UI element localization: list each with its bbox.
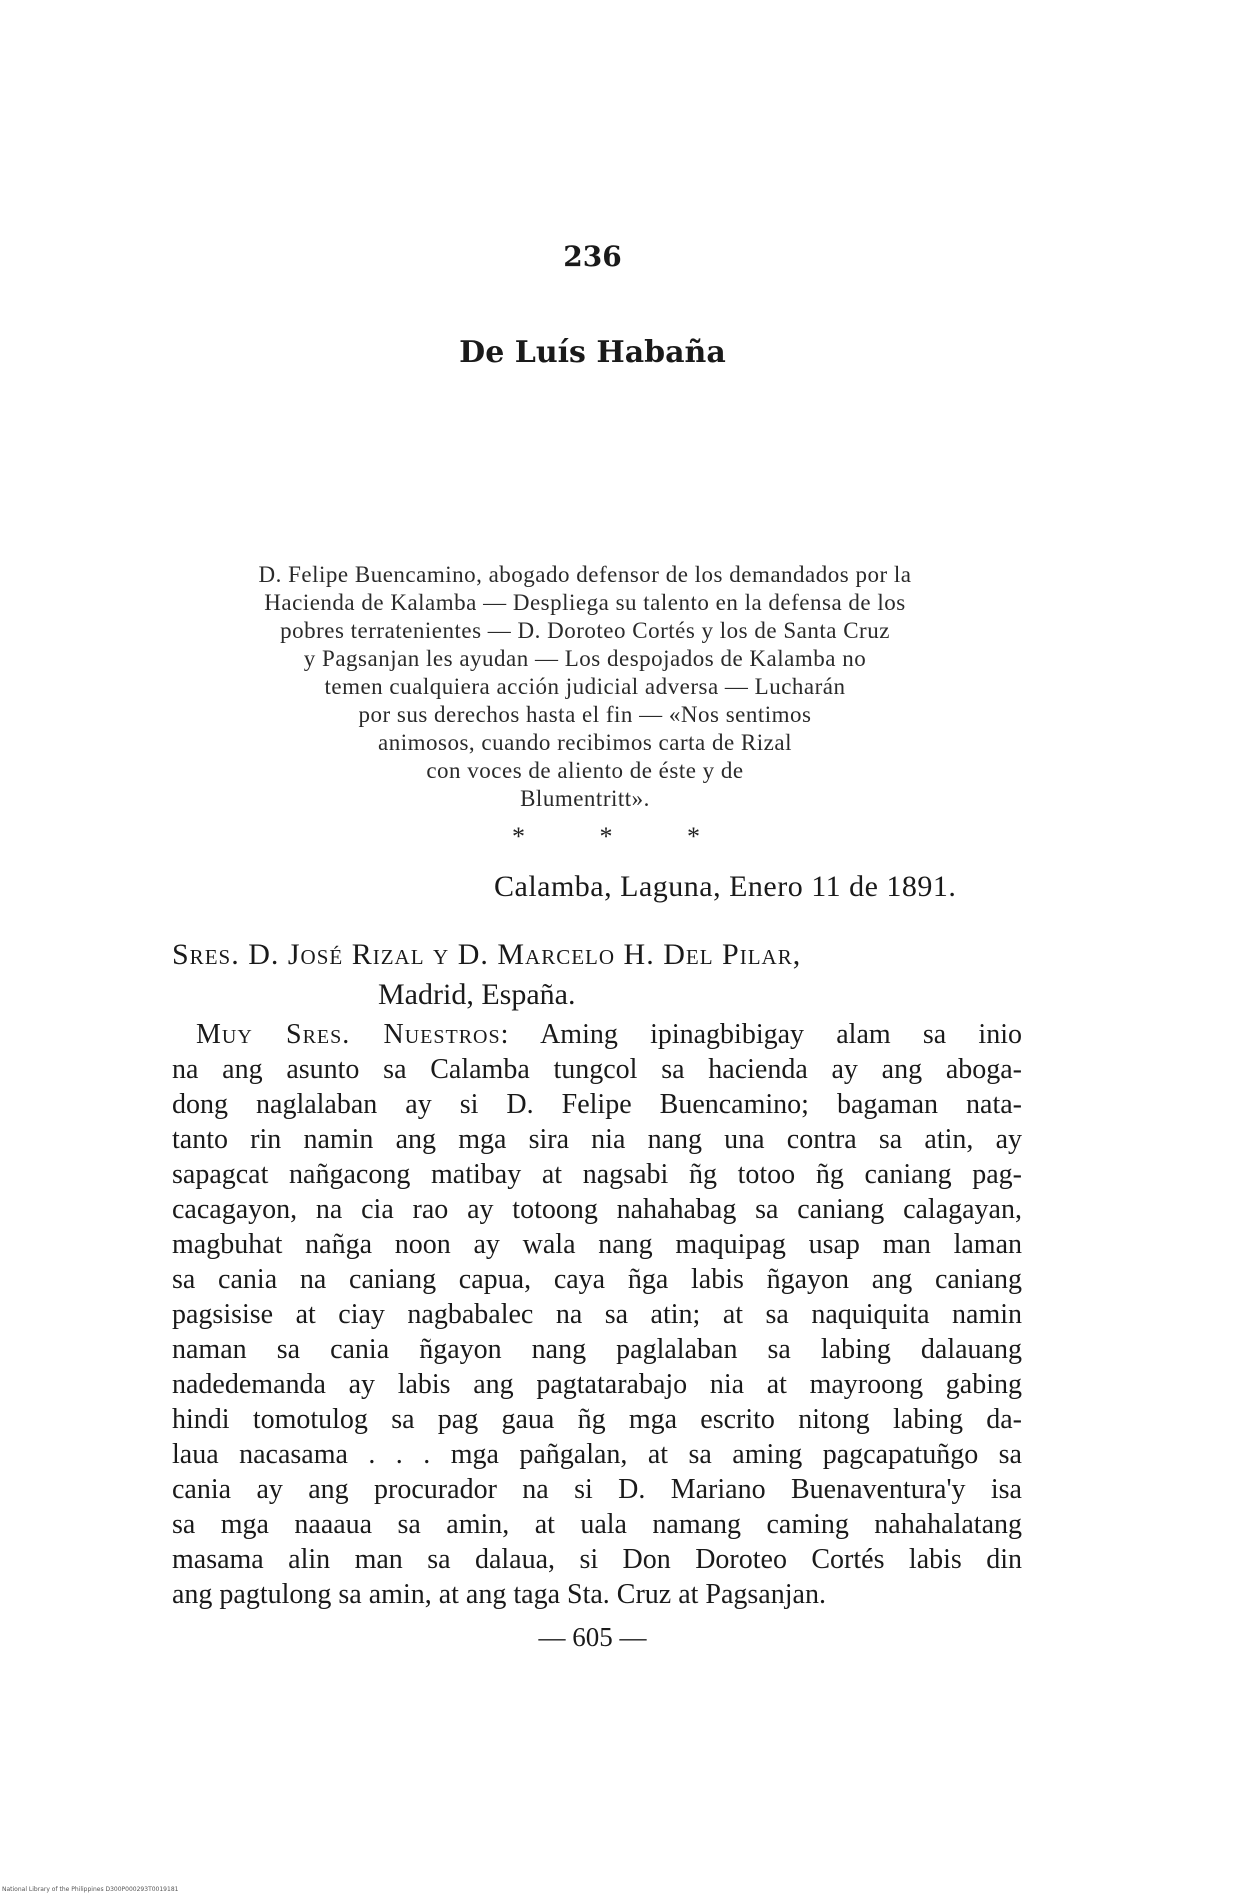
summary-line: con voces de aliento de éste y de: [426, 758, 744, 783]
body-line: masama alin man sa dalaua, si Don Doroteo Cortés labis din: [172, 1544, 1022, 1575]
body-line: ang pagtulong sa amin, at ang taga Sta. Cruz at Pagsanjan.: [172, 1579, 826, 1610]
body-line: sa mga naaaua sa amin, at uala namang caming nahahalatang: [172, 1509, 1022, 1540]
place-date: Calamba, Laguna, Enero 11 de 1891.: [494, 870, 957, 903]
body-line: naman sa cania ñgayon nang paglalaban sa labing dalauang: [172, 1334, 1022, 1365]
body-line: laua nacasama . . . mga pañgalan, at sa aming pagcapatuñgo sa: [172, 1439, 1022, 1470]
body-first-line-text: Aming ipinagbibigay alam sa inio: [509, 1019, 1022, 1050]
salutation: Muy Sres. Nuestros:: [196, 1019, 510, 1050]
addressee-block: [172, 935, 801, 1015]
body-line: tanto rin namin ang mga sira nia nang una contra sa atin, ay: [172, 1124, 1022, 1155]
letter-summary: [150, 561, 1020, 813]
summary-line: por sus derechos hasta el fin — «Nos sentimos: [358, 702, 812, 727]
body-line: sa cania na caniang capua, caya ñga labis ñgayon ang caniang: [172, 1264, 1022, 1295]
addressee-names: Sres. D. José Rizal y D. Marcelo H. Del Pilar,: [172, 938, 802, 971]
letter-title: De Luís Habaña: [459, 335, 726, 370]
summary-line: temen cualquiera acción judicial adversa — Lucharán: [324, 674, 846, 699]
summary-line: Hacienda de Kalamba — Despliega su talento en la defensa de los: [264, 590, 906, 615]
body-line: cania ay ang procurador na si D. Mariano Buenaventura'y isa: [172, 1474, 1022, 1505]
body-line: [172, 1017, 1022, 1052]
body-line: dong naglalaban ay si D. Felipe Buencamino; bagaman nata-: [172, 1089, 1022, 1120]
addressee-location: Madrid, España.: [378, 978, 576, 1011]
body-line: magbuhat nañga noon ay wala nang maquipag usap man laman: [172, 1229, 1022, 1260]
summary-line: D. Felipe Buencamino, abogado defensor de los demandados por la: [258, 562, 912, 587]
letter-body: [172, 1017, 1022, 1612]
summary-line: pobres terratenientes — D. Doroteo Cortés y los de Santa Cruz: [280, 618, 890, 643]
body-line: sapagcat nañgacong matibay at nagsabi ñg totoo ñg caniang pag-: [172, 1159, 1022, 1190]
body-line: nadedemanda ay labis ang pagtatarabajo nia at mayroong gabing: [172, 1369, 1022, 1400]
summary-line: y Pagsanjan les ayudan — Los despojados de Kalamba no: [303, 646, 867, 671]
body-line: pagsisise at ciay nagbabalec na sa atin; at sa naquiquita namin: [172, 1299, 1022, 1330]
body-line: cacagayon, na cia rao ay totoong nahahabag sa caniang calagayan,: [172, 1194, 1022, 1225]
archive-footer-note: National Library of the Philippines D300P000293T0019181: [2, 1886, 179, 1893]
section-asterisms: * * *: [512, 822, 734, 851]
page-number: — 605 —: [538, 1622, 647, 1652]
letter-number: 236: [563, 240, 622, 273]
summary-line: Blumentritt».: [520, 786, 650, 811]
body-line: na ang asunto sa Calamba tungcol sa hacienda ay ang aboga-: [172, 1054, 1022, 1085]
summary-line: animosos, cuando recibimos carta de Rizal: [378, 730, 792, 755]
body-line: hindi tomotulog sa pag gaua ñg mga escrito nitong labing da-: [172, 1404, 1022, 1435]
